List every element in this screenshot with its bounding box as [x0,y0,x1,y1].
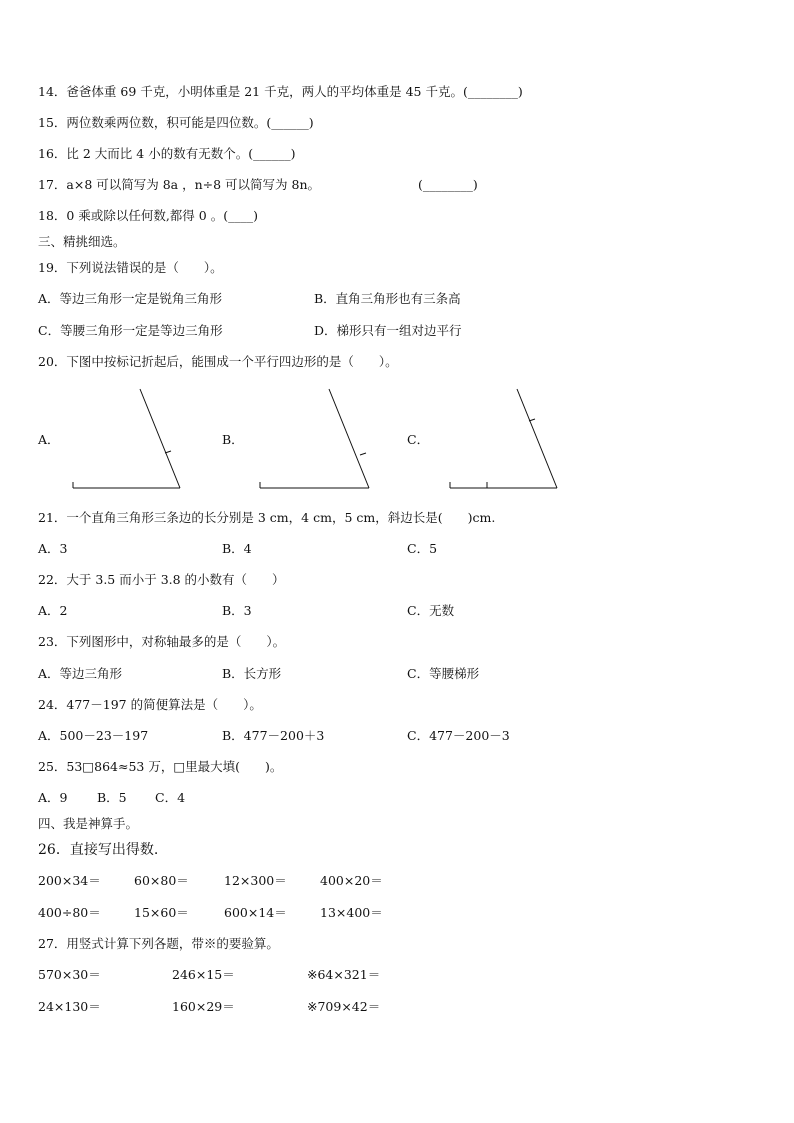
q20-option-b-label: B． [222,432,244,447]
q25-option-b: B．5 [97,790,127,805]
q26-r1-c1: 200×34＝ [38,873,101,888]
question-18: 18．0 乘或除以任何数,都得 0 。(____) [38,208,258,223]
q20-option-c-label: C． [407,432,430,447]
q27-r1-c1: 570×30＝ [38,967,101,982]
q19-option-c: C．等腰三角形一定是等边三角形 [38,323,223,338]
section-4-heading: 四、我是神算手。 [38,816,139,831]
q27-r2-c2: 160×29＝ [172,999,235,1014]
question-27: 27．用竖式计算下列各题，带※的要验算。 [38,936,279,951]
q19-option-d: D．梯形只有一组对边平行 [314,323,462,338]
q26-r2-c2: 15×60＝ [134,905,189,920]
q22-option-b: B．3 [222,603,252,618]
q25-option-a: A．9 [38,790,68,805]
q19-option-a: A．等边三角形一定是锐角三角形 [38,291,223,306]
question-22: 22．大于 3.5 而小于 3.8 的小数有（ ） [38,572,285,587]
q20-option-a-label: A． [38,432,60,447]
q21-option-a: A．3 [38,541,68,556]
question-25: 25．53□864≈53 万，□里最大填( )。 [38,759,283,774]
q23-option-b: B．长方形 [222,666,282,681]
q27-r1-c3: ※64×321＝ [307,967,381,982]
question-19: 19．下列说法错误的是（ ）。 [38,260,223,275]
question-26: 26．直接写出得数. [38,842,159,858]
q26-r2-c4: 13×400＝ [320,905,383,920]
q26-r1-c3: 12×300＝ [224,873,287,888]
question-14: 14．爸爸体重 69 千克，小明体重是 21 千克，两人的平均体重是 45 千克。(________) [38,84,523,99]
q22-option-a: A．2 [38,603,68,618]
question-23: 23．下列图形中，对称轴最多的是（ ）。 [38,634,286,649]
q26-r2-c3: 600×14＝ [224,905,287,920]
q19-option-b: B．直角三角形也有三条高 [314,291,461,306]
question-16: 16．比 2 大而比 4 小的数有无数个。(______) [38,146,296,161]
question-15: 15．两位数乘两位数，积可能是四位数。(______) [38,115,314,130]
section-3-heading: 三、精挑细选。 [38,234,126,249]
q21-option-b: B．4 [222,541,252,556]
q26-r1-c2: 60×80＝ [134,873,189,888]
question-20: 20．下图中按标记折起后，能围成一个平行四边形的是（ ）。 [38,354,398,369]
q27-r1-c2: 246×15＝ [172,967,235,982]
q24-option-b: B．477－200＋3 [222,728,325,743]
q21-option-c: C．5 [407,541,438,556]
q25-option-c: C．4 [155,790,186,805]
q22-option-c: C．无数 [407,603,455,618]
question-24: 24．477－197 的简便算法是（ ）。 [38,697,262,712]
question-21: 21．一个直角三角形三条边的长分别是 3 cm，4 cm，5 cm，斜边长是( )cm. [38,510,496,525]
q26-r1-c4: 400×20＝ [320,873,383,888]
q23-option-a: A．等边三角形 [38,666,123,681]
q27-r2-c1: 24×130＝ [38,999,101,1014]
question-17: 17．a×8 可以简写为 8a ，n÷8 可以简写为 8n。 [38,177,321,192]
q27-r2-c3: ※709×42＝ [307,999,381,1014]
q23-option-c: C．等腰梯形 [407,666,480,681]
question-17-blank: (________) [418,177,478,192]
q24-option-a: A．500－23－197 [38,728,149,743]
q26-r2-c1: 400÷80＝ [38,905,101,920]
q24-option-c: C．477－200－3 [407,728,510,743]
